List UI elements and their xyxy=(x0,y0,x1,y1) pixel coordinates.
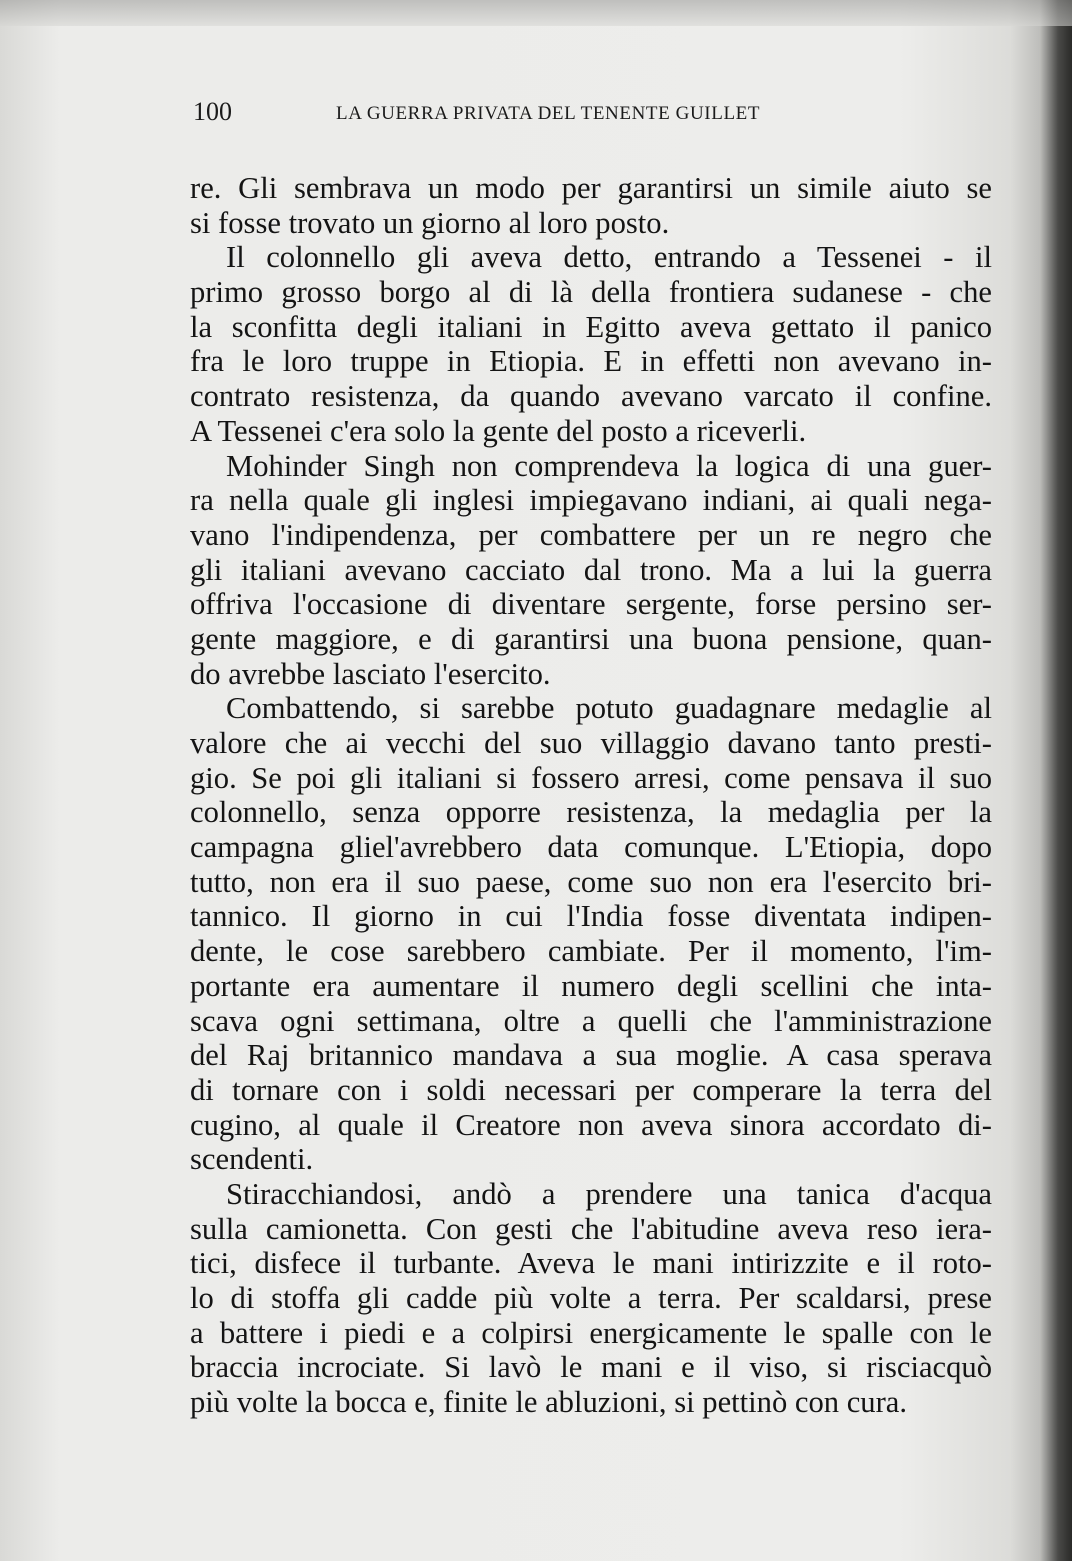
text-line: A Tessenei c'era solo la gente del posto a riceverli. xyxy=(190,413,807,448)
text-line: Mohinder Singh non comprendeva la logica di una guer- xyxy=(226,448,992,483)
text-line: cugino, al quale il Creatore non aveva sinora accordato di- xyxy=(190,1107,992,1142)
text-line: colonnello, senza opporre resistenza, la medaglia per la xyxy=(190,795,992,830)
text-line: si fosse trovato un giorno al loro posto. xyxy=(190,205,670,240)
text-line: Stiracchiandosi, andò a prendere una tanica d'acqua xyxy=(226,1176,992,1211)
running-title: LA GUERRA PRIVATA DEL TENENTE GUILLET xyxy=(336,103,761,124)
text-line: do avrebbe lasciato l'esercito. xyxy=(190,656,551,691)
text-line: scendenti. xyxy=(190,1142,314,1177)
page-number: 100 xyxy=(193,97,232,126)
text-line: fra le loro truppe in Etiopia. E in effetti non avevano in- xyxy=(190,344,992,379)
text-line: lo di stoffa gli cadde più volte a terra. Per scaldarsi, prese xyxy=(190,1281,992,1315)
text-line: Combattendo, si sarebbe potuto guadagnare medaglie al xyxy=(226,691,992,726)
text-line: del Raj britannico mandava a sua moglie. A casa sperava xyxy=(190,1038,992,1073)
text-line: contrato resistenza, da quando avevano varcato il confine. xyxy=(190,379,992,414)
text-line: braccia incrociate. Si lavò le mani e il viso, si risciacquò xyxy=(190,1350,992,1385)
text-line: offriva l'occasione di diventare sergente, forse persino ser- xyxy=(190,587,992,622)
text-line: Il colonnello gli aveva detto, entrando a Tessenei - il xyxy=(226,240,992,275)
text-line: a battere i piedi e a colpirsi energicamente le spalle con le xyxy=(190,1315,992,1350)
text-line: tutto, non era il suo paese, come suo non era l'esercito bri- xyxy=(190,864,992,899)
text-line: sulla camionetta. Con gesti che l'abitudine aveva reso iera- xyxy=(190,1211,992,1246)
text-line: di tornare con i soldi necessari per comperare la terra del xyxy=(190,1072,992,1107)
text-line: gli italiani avevano cacciato dal trono. Ma a lui la guerra xyxy=(190,552,992,587)
text-line: ra nella quale gli inglesi impiegavano indiani, ai quali nega- xyxy=(190,483,992,518)
text-line: primo grosso borgo al di là della frontiera sudanese - che xyxy=(190,275,992,310)
text-line: gente maggiore, e di garantirsi una buona pensione, quan- xyxy=(190,621,992,656)
text-line: più volte la bocca e, finite le abluzioni, si pettinò con cura. xyxy=(190,1385,908,1420)
text-line: re. Gli sembrava un modo per garantirsi un simile aiuto se xyxy=(190,171,992,205)
text-line: campagna gliel'avrebbero data comunque. L'Etiopia, dopo xyxy=(190,830,992,865)
text-line: portante era aumentare il numero degli scellini che inta- xyxy=(190,968,992,1003)
text-line: tannico. Il giorno in cui l'India fosse diventata indipen- xyxy=(190,899,992,934)
text-line: la sconfitta degli italiani in Egitto aveva gettato il panico xyxy=(190,309,992,344)
text-line: gio. Se poi gli italiani si fossero arresi, come pensava il suo xyxy=(190,760,992,795)
page-header xyxy=(193,97,993,137)
text-line: vano l'indipendenza, per combattere per un re negro che xyxy=(190,517,992,552)
text-line: scava ogni settimana, oltre a quelli che l'amministrazione xyxy=(190,1003,992,1038)
body-text xyxy=(190,171,992,1420)
text-line: dente, le cose sarebbero cambiate. Per il momento, l'im- xyxy=(190,934,992,969)
text-line: valore che ai vecchi del suo villaggio davano tanto presti- xyxy=(190,726,992,760)
text-line: tici, disfece il turbante. Aveva le mani intirizzite e il roto- xyxy=(190,1246,992,1281)
